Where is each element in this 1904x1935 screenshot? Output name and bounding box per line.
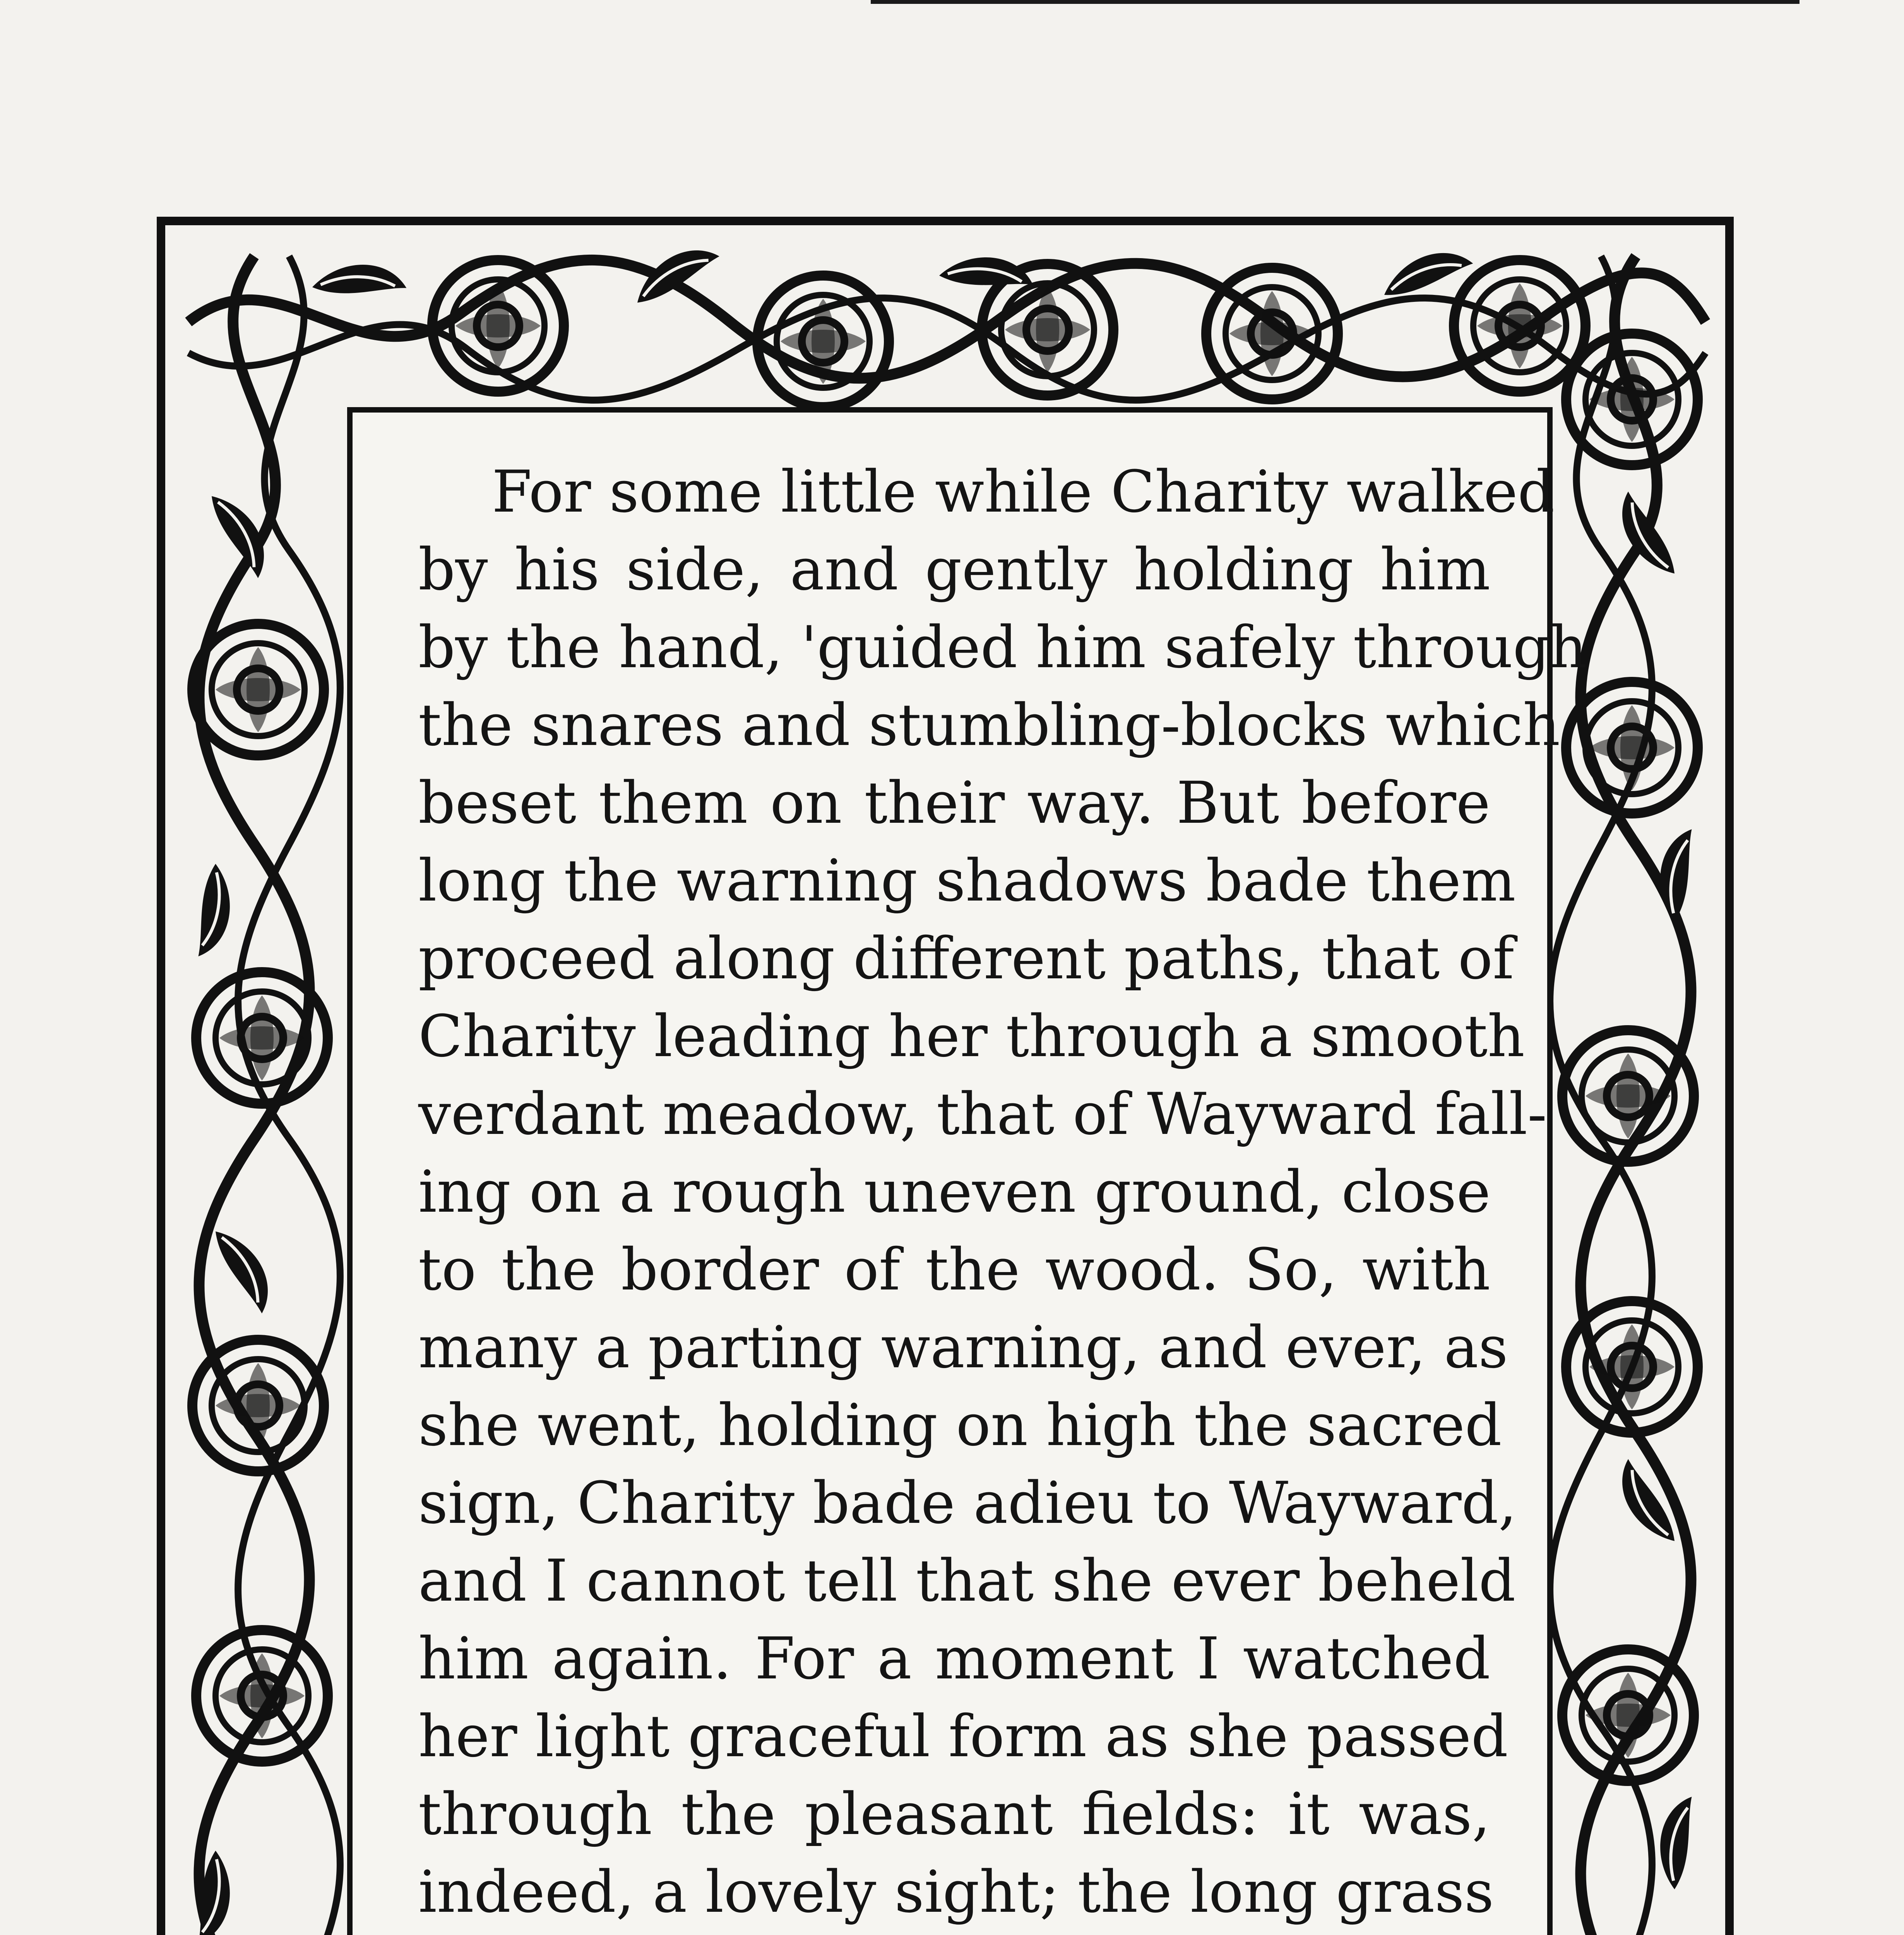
body-text	[418, 453, 1587, 1935]
text-line: through the pleasant fields: it was,	[418, 1781, 1490, 1848]
text-line: and I cannot tell that she ever beheld	[418, 1548, 1516, 1615]
text-line: ing on a rough uneven ground, close	[418, 1159, 1491, 1226]
decorative-border-frame	[157, 217, 1734, 1935]
text-line: by his side, and gently holding him	[418, 536, 1490, 603]
text-line: beset them on their way. But before	[418, 770, 1490, 837]
text-line	[418, 1931, 1490, 1935]
text-line: Charity leading her through a smooth	[418, 1003, 1525, 1070]
text-line: For some little while Charity walked	[492, 459, 1555, 526]
text-line: indeed, a lovely sight; the long grass	[418, 1859, 1494, 1926]
top-edge-rule	[871, 0, 1800, 4]
text-line: proceed along different paths, that of	[418, 925, 1514, 992]
text-line: verdant meadow, that of Wayward fall-	[418, 1081, 1547, 1148]
text-line: many a parting warning, and ever, as	[418, 1314, 1508, 1381]
text-line: to the border of the wood. So, with	[418, 1236, 1490, 1303]
text-line: her light graceful form as she passed	[418, 1703, 1508, 1770]
text-line: him again. For a moment I watched	[418, 1625, 1490, 1692]
text-line: long the warning shadows bade them	[418, 848, 1516, 914]
text-line: the snares and stumbling-blocks which	[418, 692, 1560, 759]
text-line: sign, Charity bade adieu to Wayward,	[418, 1470, 1517, 1537]
text-line: she went, holding on high the sacred	[418, 1392, 1502, 1459]
text-line: by the hand, 'guided him safely through	[418, 614, 1587, 681]
text-panel	[347, 407, 1587, 1935]
